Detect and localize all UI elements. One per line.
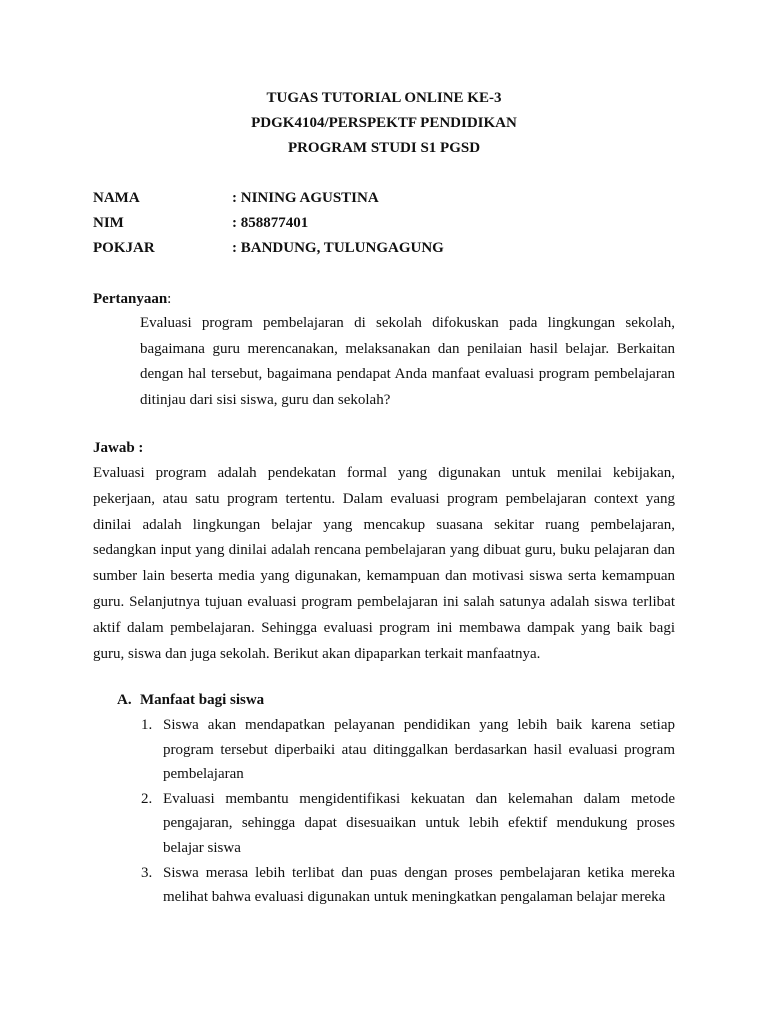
identity-value: : NINING AGUSTINA — [232, 190, 379, 206]
list-item-text: Siswa akan mendapatkan pelayanan pendidikan yang lebih baik karena setiap program tersebut diperbaiki atau ditinggalkan berdasarkan hasil evaluasi program pembelajaran — [163, 717, 675, 783]
answer-heading: Jawab : — [93, 440, 144, 456]
section-letter: A. — [117, 692, 132, 708]
identity-key: POKJAR — [93, 240, 155, 256]
list-item-text: Siswa merasa lebih terlibat dan puas dengan proses pembelajaran ketika mereka melihat bahwa evaluasi digunakan untuk meningkatkan pengalaman belajar mereka — [163, 864, 675, 906]
header-course-line: PDGK4104/PERSPEKTF PENDIDIKAN — [251, 115, 517, 131]
answer-paragraph: Evaluasi program adalah pendekatan formal yang digunakan untuk menilai kebijakan, pekerjaan, atau satu program tertentu. Dalam evaluasi program pembelajaran context yang dinilai adalah lingkungan belajar yang mencakup suasana sekitar ruang pembelajaran, sedangkan input yang dinilai adalah rencana pembelajaran yang dibuat guru, buku pelajaran dan sumber lain beserta media yang digunakan, kemampuan dan motivasi siswa serta kemampuan guru. Selanjutnya tujuan evaluasi program pembelajaran ini salah satunya adalah siswa terlibat aktif dalam pembelajaran. Sehingga evaluasi program ini membawa dampak yang baik bagi guru, siswa dan juga sekolah. Berikut akan dipaparkan terkait manfaatnya. — [93, 465, 675, 662]
header-title-line1: TUGAS TUTORIAL ONLINE KE-3 — [266, 90, 502, 106]
identity-row-nim — [93, 211, 444, 236]
section-title: Manfaat bagi siswa — [140, 692, 265, 708]
identity-value: : 858877401 — [232, 215, 309, 231]
list-item — [141, 787, 675, 861]
identity-block — [93, 186, 444, 261]
identity-row-nama — [93, 186, 444, 211]
question-colon: : — [167, 291, 172, 307]
identity-key: NAMA — [93, 190, 140, 206]
question-text: Evaluasi program pembelajaran di sekolah difokuskan pada lingkungan sekolah, bagaimana guru merencanakan, melaksanakan dan penilaian hasil belajar. Berkaitan dengan hal tersebut, bagaimana pendapat Anda manfaat evaluasi program pembelajaran ditinjau dari sisi siswa, guru dan sekolah? — [140, 315, 675, 408]
list-item-number: 2. — [141, 790, 153, 807]
list-item-number: 1. — [141, 717, 153, 733]
benefit-list — [141, 713, 675, 910]
list-item — [141, 861, 675, 910]
identity-row-pokjar — [93, 236, 444, 261]
identity-value: : BANDUNG, TULUNGAGUNG — [232, 240, 444, 256]
question-label: Pertanyaan — [93, 291, 168, 307]
list-item-number: 3. — [141, 864, 153, 881]
section-a-heading — [117, 688, 264, 713]
list-item-text: Evaluasi membantu mengidentifikasi kekuatan dan kelemahan dalam metode pengajaran, sehingga dapat disesuaikan untuk lebih efektif mendukung proses belajar siswa — [163, 790, 675, 856]
list-item — [141, 713, 675, 787]
document-header — [0, 86, 768, 161]
question-heading — [93, 287, 171, 312]
identity-key: NIM — [93, 215, 124, 231]
header-program-line: PROGRAM STUDI S1 PGSD — [287, 140, 481, 156]
